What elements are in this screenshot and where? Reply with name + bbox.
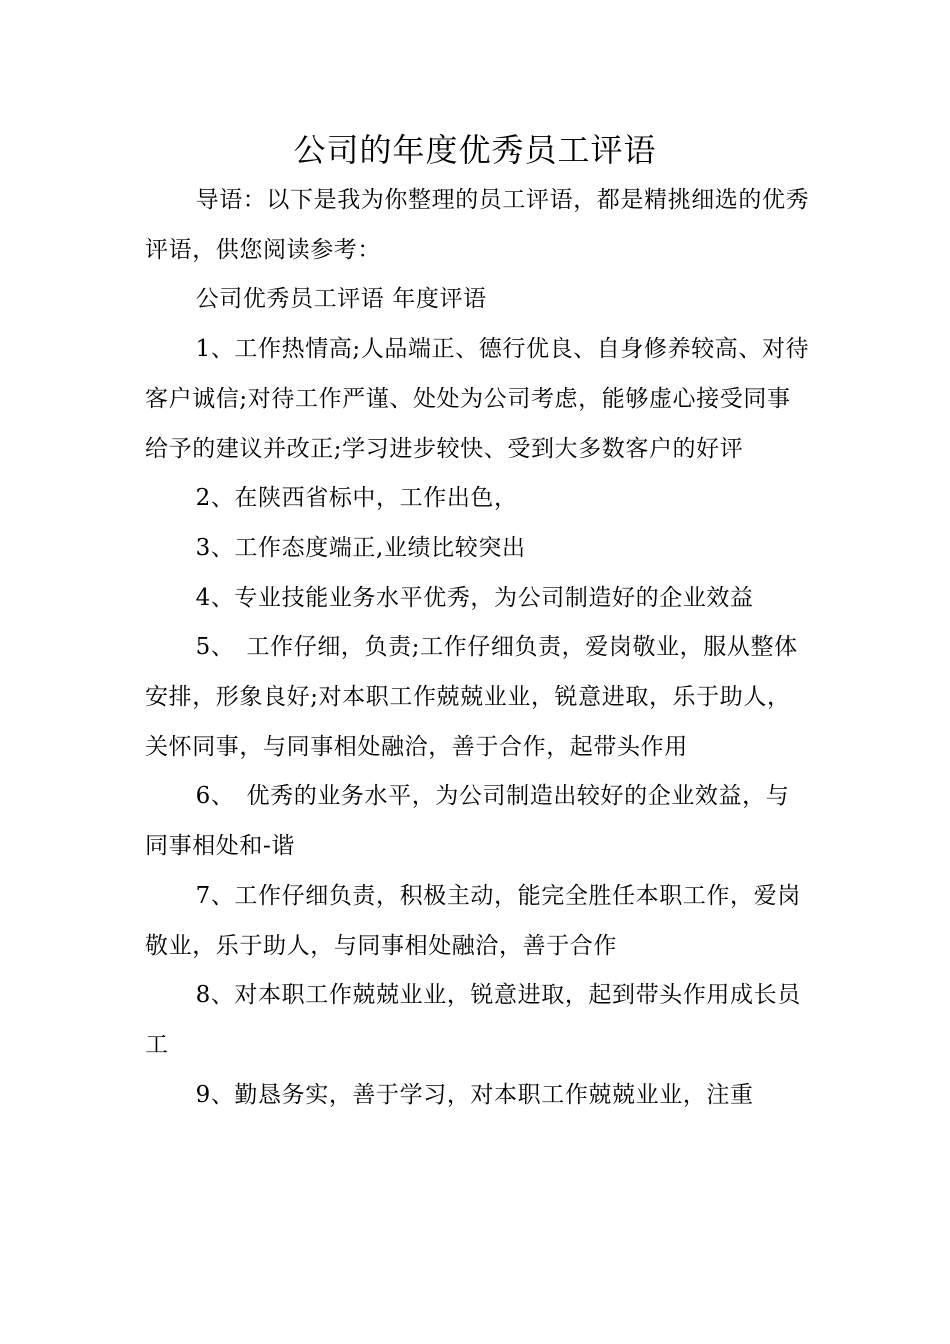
paragraph-item-6: 6、 优秀的业务水平，为公司制造出较好的企业效益，与同事相处和-谐 — [145, 783, 790, 860]
paragraph-intro: 导语：以下是我为你整理的员工评语，都是精挑细选的优秀评语，供您阅读参考： — [145, 187, 810, 263]
paragraph-item-9: 9、勤恳务实，善于学习，对本职工作兢兢业业，注重 — [195, 1081, 754, 1108]
paragraph-item-1: 1、工作热情高;人品端正、德行优良、自身修养较高、对待客户诚信;对待工作严谨、处处为公司考虑，能够虚心接受同事给予的建议并改正;学习进步较快、受到大多数客户的好评 — [145, 336, 810, 462]
paragraph-item-7: 7、工作仔细负责，积极主动，能完全胜任本职工作，爱岗敬业，乐于助人，与同事相处融洽，善于合作 — [145, 882, 801, 959]
paragraph-item-8: 8、对本职工作兢兢业业，锐意进取，起到带头作用成长员工 — [145, 982, 801, 1058]
paragraph-item-5: 5、 工作仔细，负责;工作仔细负责，爱岗敬业，服从整体安排，形象良好;对本职工作兢兢业业，锐意进取，乐于助人，关怀同事，与同事相处融洽，善于合作，起带头作用 — [145, 634, 798, 760]
paragraph-subheading: 公司优秀员工评语 年度评语 — [195, 286, 487, 313]
document-body — [145, 176, 810, 1120]
document-title: 公司的年度优秀员工评语 — [293, 131, 657, 169]
paragraph-item-3: 3、工作态度端正,业绩比较突出 — [195, 534, 526, 561]
paragraph-item-2: 2、在陕西省标中，工作出色， — [195, 485, 518, 512]
paragraph-item-4: 4、专业技能业务水平优秀，为公司制造好的企业效益 — [195, 584, 754, 611]
